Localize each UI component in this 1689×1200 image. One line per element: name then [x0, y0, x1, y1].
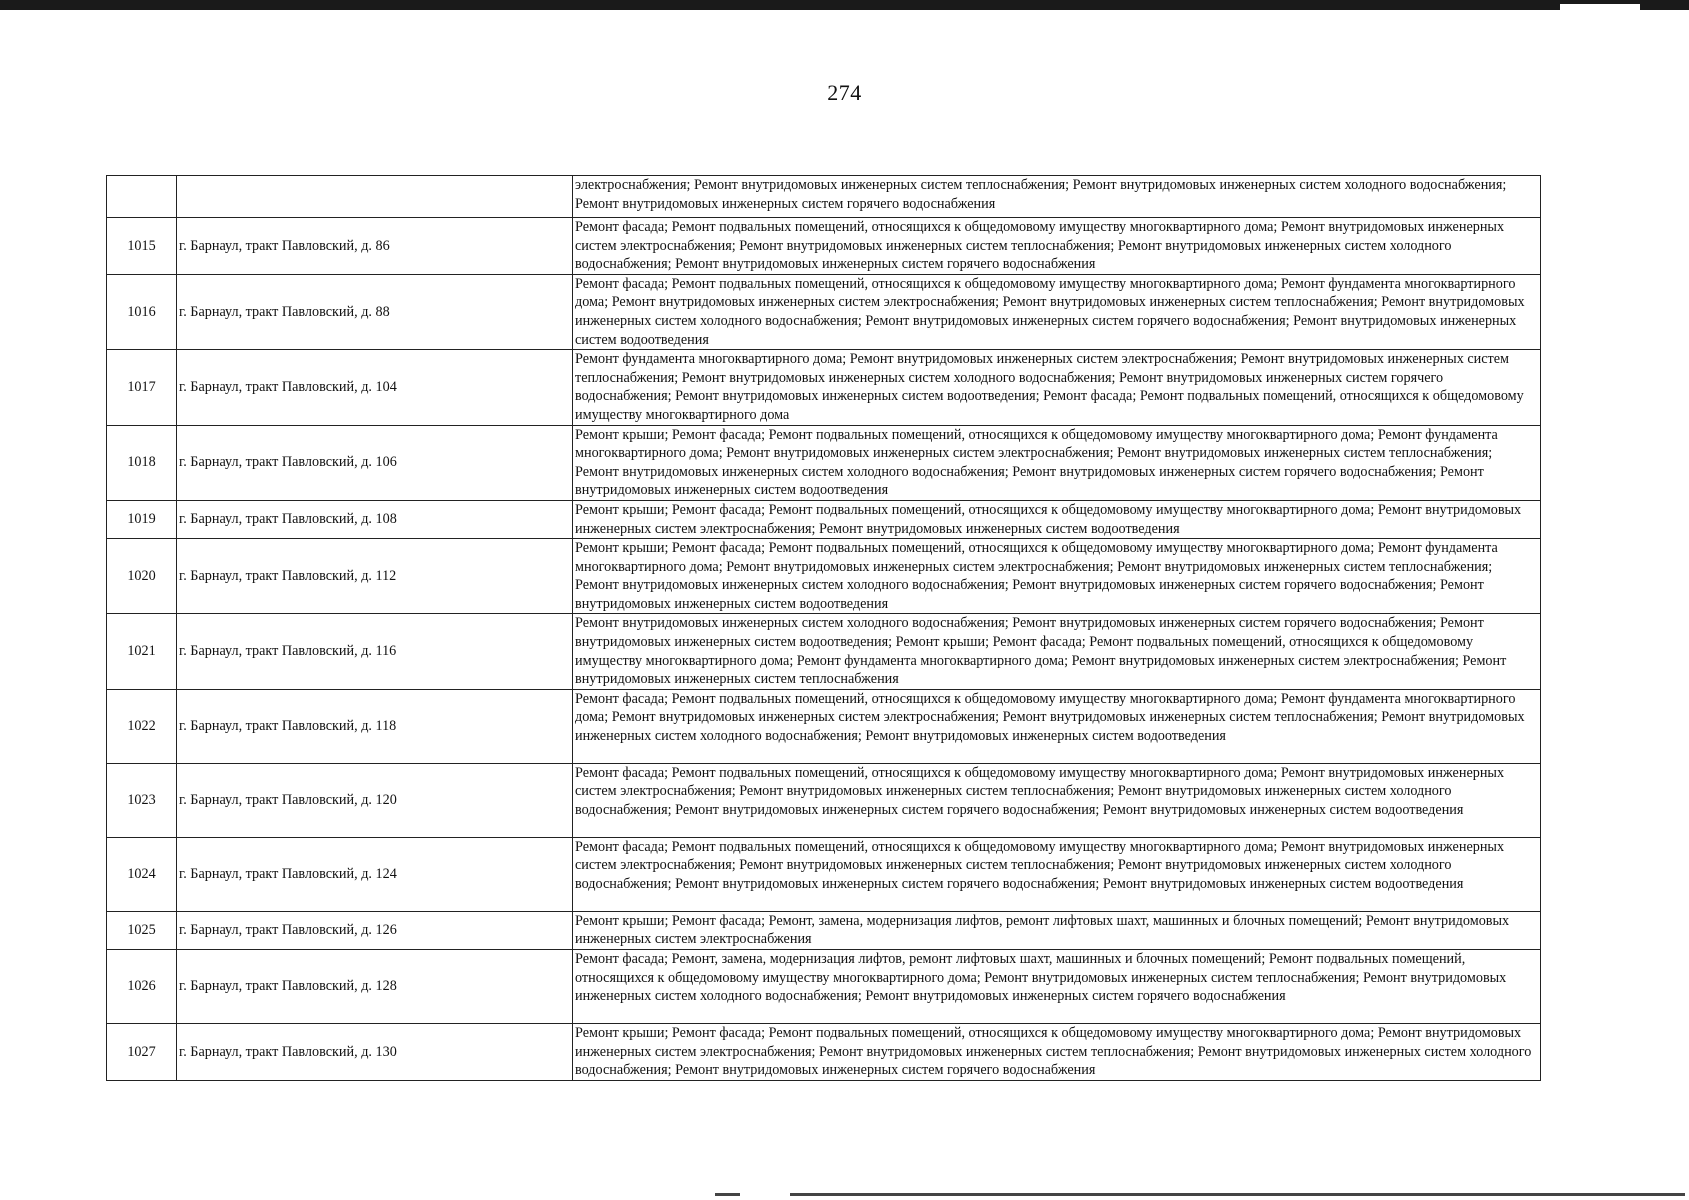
row-number: 1026	[107, 950, 177, 1024]
bottom-scan-rule	[715, 1193, 1685, 1196]
table-row	[107, 837, 1541, 911]
row-works: Ремонт крыши; Ремонт фасада; Ремонт подвальных помещений, относящихся к общедомовому имуществу многоквартирного дома; Ремонт фундамента многоквартирного дома; Ремонт внутридомовых инженерных систем электроснабжения; Ремонт внутридомовых инженерных систем теплоснабжения; Ремонт внутридомовых инженерных систем холодного водоснабжения; Ремонт внутридомовых инженерных систем горячего водоснабжения; Ремонт внутридомовых инженерных систем водоотведения	[573, 539, 1541, 614]
row-number: 1018	[107, 425, 177, 500]
row-address: г. Барнаул, тракт Павловский, д. 112	[177, 539, 573, 614]
row-address	[177, 176, 573, 218]
row-works: Ремонт фасада; Ремонт подвальных помещений, относящихся к общедомовому имуществу многоквартирного дома; Ремонт фундамента многоквартирного дома; Ремонт внутридомовых инженерных систем электроснабжения; Ремонт внутридомовых инженерных систем теплоснабжения; Ремонт внутридомовых инженерных систем холодного водоснабжения; Ремонт внутридомовых инженерных систем водоотведения	[573, 689, 1541, 763]
row-number: 1024	[107, 837, 177, 911]
table-row	[107, 763, 1541, 837]
row-number	[107, 176, 177, 218]
row-works: Ремонт крыши; Ремонт фасада; Ремонт подвальных помещений, относящихся к общедомовому имуществу многоквартирного дома; Ремонт внутридомовых инженерных систем электроснабжения; Ремонт внутридомовых инженерных систем водоотведения	[573, 500, 1541, 538]
row-address: г. Барнаул, тракт Павловский, д. 104	[177, 350, 573, 425]
row-works: Ремонт фасада; Ремонт подвальных помещений, относящихся к общедомовому имуществу многоквартирного дома; Ремонт внутридомовых инженерных систем электроснабжения; Ремонт внутридомовых инженерных систем теплоснабжения; Ремонт внутридомовых инженерных систем холодного водоснабжения; Ремонт внутридомовых инженерных систем горячего водоснабжения	[573, 218, 1541, 275]
row-address: г. Барнаул, тракт Павловский, д. 128	[177, 950, 573, 1024]
row-address: г. Барнаул, тракт Павловский, д. 130	[177, 1024, 573, 1081]
row-number: 1019	[107, 500, 177, 538]
table-row	[107, 614, 1541, 689]
row-number: 1023	[107, 763, 177, 837]
row-number: 1027	[107, 1024, 177, 1081]
row-address: г. Барнаул, тракт Павловский, д. 108	[177, 500, 573, 538]
table-row	[107, 218, 1541, 275]
row-number: 1015	[107, 218, 177, 275]
row-works: Ремонт крыши; Ремонт фасада; Ремонт, замена, модернизация лифтов, ремонт лифтовых шахт, машинных и блочных помещений; Ремонт внутридомовых инженерных систем электроснабжения	[573, 911, 1541, 949]
table-body	[107, 176, 1541, 1081]
row-number: 1022	[107, 689, 177, 763]
row-number: 1021	[107, 614, 177, 689]
table-row	[107, 350, 1541, 425]
row-address: г. Барнаул, тракт Павловский, д. 120	[177, 763, 573, 837]
row-works: Ремонт фасада; Ремонт подвальных помещений, относящихся к общедомовому имуществу многоквартирного дома; Ремонт внутридомовых инженерных систем электроснабжения; Ремонт внутридомовых инженерных систем теплоснабжения; Ремонт внутридомовых инженерных систем холодного водоснабжения; Ремонт внутридомовых инженерных систем горячего водоснабжения; Ремонт внутридомовых инженерных систем водоотведения	[573, 763, 1541, 837]
row-works: Ремонт внутридомовых инженерных систем холодного водоснабжения; Ремонт внутридомовых инженерных систем горячего водоснабжения; Ремонт внутридомовых инженерных систем водоотведения; Ремонт крыши; Ремонт фасада; Ремонт подвальных помещений, относящихся к общедомовому имуществу многоквартирного дома; Ремонт фундамента многоквартирного дома; Ремонт внутридомовых инженерных систем электроснабжения; Ремонт внутридомовых инженерных систем теплоснабжения	[573, 614, 1541, 689]
row-address: г. Барнаул, тракт Павловский, д. 126	[177, 911, 573, 949]
row-address: г. Барнаул, тракт Павловский, д. 116	[177, 614, 573, 689]
table-row	[107, 176, 1541, 218]
row-works: Ремонт крыши; Ремонт фасада; Ремонт подвальных помещений, относящихся к общедомовому имуществу многоквартирного дома; Ремонт внутридомовых инженерных систем электроснабжения; Ремонт внутридомовых инженерных систем теплоснабжения; Ремонт внутридомовых инженерных систем холодного водоснабжения; Ремонт внутридомовых инженерных систем горячего водоснабжения	[573, 1024, 1541, 1081]
row-works: Ремонт фасада; Ремонт подвальных помещений, относящихся к общедомовому имуществу многоквартирного дома; Ремонт внутридомовых инженерных систем электроснабжения; Ремонт внутридомовых инженерных систем теплоснабжения; Ремонт внутридомовых инженерных систем холодного водоснабжения; Ремонт внутридомовых инженерных систем горячего водоснабжения; Ремонт внутридомовых инженерных систем водоотведения	[573, 837, 1541, 911]
row-address: г. Барнаул, тракт Павловский, д. 88	[177, 274, 573, 349]
row-address: г. Барнаул, тракт Павловский, д. 106	[177, 425, 573, 500]
row-address: г. Барнаул, тракт Павловский, д. 124	[177, 837, 573, 911]
row-works: Ремонт фасада; Ремонт, замена, модернизация лифтов, ремонт лифтовых шахт, машинных и блочных помещений; Ремонт подвальных помещений, относящихся к общедомовому имуществу многоквартирного дома; Ремонт внутридомовых инженерных систем теплоснабжения; Ремонт внутридомовых инженерных систем холодного водоснабжения; Ремонт внутридомовых инженерных систем горячего водоснабжения	[573, 950, 1541, 1024]
table-row	[107, 950, 1541, 1024]
bottom-scan-rule-gap	[740, 1193, 790, 1196]
row-address: г. Барнаул, тракт Павловский, д. 86	[177, 218, 573, 275]
row-works: Ремонт фундамента многоквартирного дома; Ремонт внутридомовых инженерных систем электроснабжения; Ремонт внутридомовых инженерных систем теплоснабжения; Ремонт внутридомовых инженерных систем холодного водоснабжения; Ремонт внутридомовых инженерных систем горячего водоснабжения; Ремонт внутридомовых инженерных систем водоотведения; Ремонт фасада; Ремонт подвальных помещений, относящихся к общедомовому имуществу многоквартирного дома	[573, 350, 1541, 425]
table-row	[107, 911, 1541, 949]
row-number: 1016	[107, 274, 177, 349]
page-number: 274	[827, 80, 862, 105]
table-row	[107, 1024, 1541, 1081]
table-row	[107, 539, 1541, 614]
row-works: Ремонт фасада; Ремонт подвальных помещений, относящихся к общедомовому имуществу многоквартирного дома; Ремонт фундамента многоквартирного дома; Ремонт внутридомовых инженерных систем электроснабжения; Ремонт внутридомовых инженерных систем теплоснабжения; Ремонт внутридомовых инженерных систем холодного водоснабжения; Ремонт внутридомовых инженерных систем горячего водоснабжения; Ремонт внутридомовых инженерных систем водоотведения	[573, 274, 1541, 349]
table-row	[107, 689, 1541, 763]
row-number: 1020	[107, 539, 177, 614]
row-address: г. Барнаул, тракт Павловский, д. 118	[177, 689, 573, 763]
row-works: электроснабжения; Ремонт внутридомовых инженерных систем теплоснабжения; Ремонт внутридомовых инженерных систем холодного водоснабжения; Ремонт внутридомовых инженерных систем горячего водоснабжения	[573, 176, 1541, 218]
row-number: 1025	[107, 911, 177, 949]
top-scan-rule-gap	[1560, 4, 1640, 10]
table-row	[107, 500, 1541, 538]
table-row	[107, 425, 1541, 500]
repair-works-table	[106, 175, 1541, 1081]
table-row	[107, 274, 1541, 349]
row-works: Ремонт крыши; Ремонт фасада; Ремонт подвальных помещений, относящихся к общедомовому имуществу многоквартирного дома; Ремонт фундамента многоквартирного дома; Ремонт внутридомовых инженерных систем электроснабжения; Ремонт внутридомовых инженерных систем теплоснабжения; Ремонт внутридомовых инженерных систем холодного водоснабжения; Ремонт внутридомовых инженерных систем горячего водоснабжения; Ремонт внутридомовых инженерных систем водоотведения	[573, 425, 1541, 500]
top-scan-rule	[0, 0, 1689, 10]
row-number: 1017	[107, 350, 177, 425]
